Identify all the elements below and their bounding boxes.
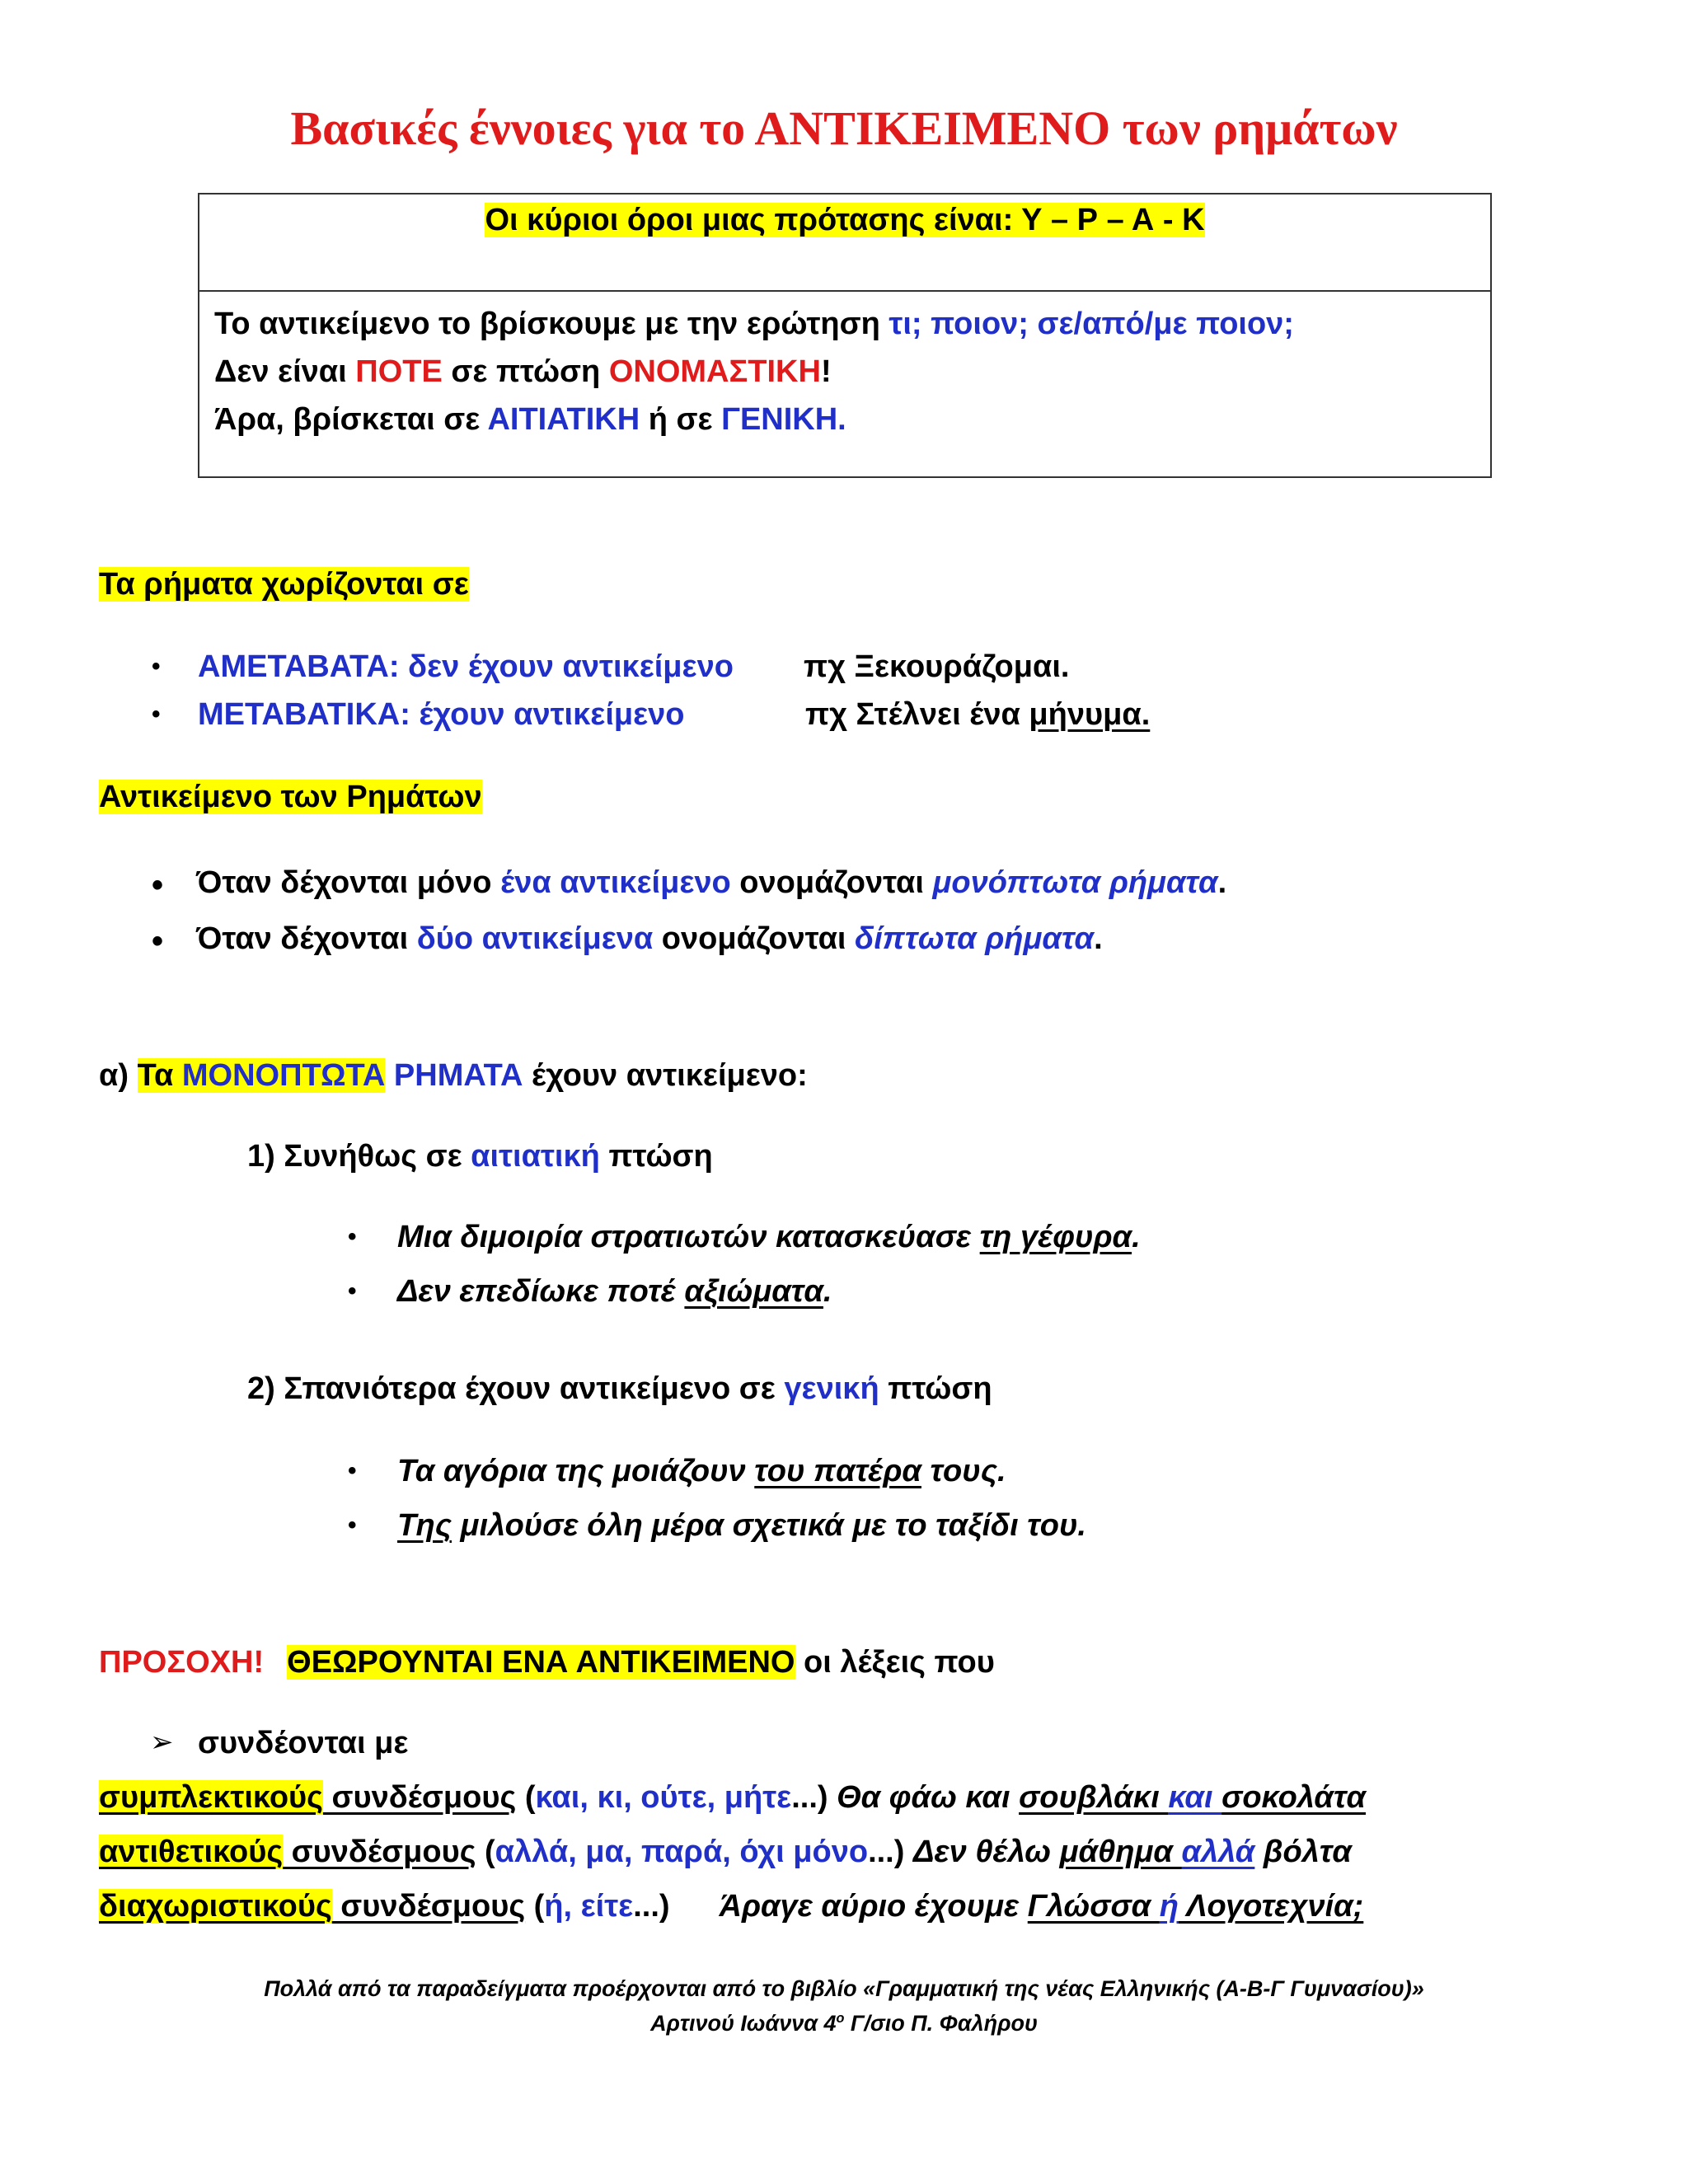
text: ...)	[868, 1835, 913, 1869]
box-questions: τι; ποιον; σε/από/με ποιον;	[889, 307, 1294, 341]
text: (	[525, 1889, 545, 1924]
bullet-icon: •	[152, 653, 161, 680]
box-line-3-mid: ή σε	[640, 402, 722, 437]
box-line-1	[214, 300, 1294, 348]
transitive-item	[198, 697, 685, 733]
footer-author	[0, 2011, 1688, 2036]
conjunctions-word: συνδέσμους	[331, 1889, 526, 1924]
box-line-3	[214, 396, 1294, 443]
text: ...)	[633, 1889, 670, 1924]
bullet-icon: •	[152, 701, 161, 728]
example-object: Λογοτεχνία;	[1179, 1889, 1364, 1924]
bullet-icon: •	[152, 923, 164, 959]
text: Τα αγόρια της μοιάζουν	[397, 1454, 755, 1488]
adversative-list: αλλά, μα, παρά, όχι μόνο	[495, 1835, 869, 1869]
example-text: Θα φάω και	[837, 1780, 1020, 1815]
highlight	[138, 1058, 386, 1093]
ordinal-suffix: ο	[836, 2011, 845, 2026]
bullet-icon: •	[348, 1511, 357, 1539]
text: πτώση	[879, 1371, 992, 1406]
example-text: Άραγε αύριο έχουμε	[719, 1889, 1028, 1924]
bullet-icon: •	[348, 1457, 357, 1484]
conjunctions-word: συνδέσμους	[283, 1835, 476, 1869]
box-genitive: ΓΕΝΙΚΗ.	[721, 402, 846, 437]
diptota-definition	[196, 921, 1103, 957]
bullet-icon: •	[348, 1223, 357, 1250]
text: έχουν αντικείμενο:	[523, 1058, 808, 1093]
text: Μια διμοιρία στρατιωτών κατασκεύασε	[397, 1220, 980, 1254]
transitive-example-object: μήνυμα.	[1029, 697, 1151, 732]
example-object: τη γέφυρα	[979, 1220, 1132, 1254]
text: Όταν δέχονται	[196, 921, 417, 956]
example-text: Δεν θέλω	[912, 1835, 1060, 1869]
monoptota-word: ΜΟΝΟΠΤΩΤΑ	[181, 1058, 386, 1093]
copulative-word: συμπλεκτικούς	[99, 1780, 323, 1815]
text: (	[516, 1780, 536, 1815]
text: 2) Σπανιότερα έχουν αντικείμενο σε	[247, 1371, 785, 1406]
summary-box-header-row	[199, 194, 1490, 292]
conjunction-row-1	[99, 1780, 1366, 1816]
text: μιλούσε όλη μέρα σχετικά με το ταξίδι του.	[451, 1508, 1086, 1543]
footer-source: Πολλά από τα παραδείγματα προέρχονται από το βιβλίο «Γραμματική της νέας Ελληνικής (Α-Β-Γ Γυμνασίου)»	[264, 1976, 1424, 2001]
attention-word: ΠΡΟΣΟΧΗ!	[99, 1645, 265, 1680]
author-text: Αρτινού Ιωάννα 4	[650, 2011, 837, 2036]
example-object: σοκολάτα	[1221, 1780, 1367, 1815]
box-line-2-end: !	[820, 354, 832, 389]
text: Δεν επεδίωκε ποτέ	[397, 1274, 685, 1309]
text: τους.	[921, 1454, 1006, 1488]
text: οι λέξεις που	[795, 1645, 995, 1680]
example-conjunction: και	[1168, 1780, 1222, 1815]
two-objects: δύο αντικείμενα	[416, 921, 654, 956]
one-object: ένα αντικείμενο	[500, 865, 731, 900]
attention-line	[99, 1645, 995, 1680]
box-line-1-text: Το αντικείμενο το βρίσκουμε με την ερώτηση	[214, 307, 889, 341]
bullet-icon: •	[152, 867, 164, 903]
example-object: σουβλάκι	[1019, 1780, 1169, 1815]
school-text: Γ/σιο Π. Φαλήρου	[844, 2011, 1038, 2036]
transitive-label: ΜΕΤΑΒΑΤΙΚΑ: έχουν αντικείμενο	[198, 697, 685, 732]
text: 1) Συνήθως σε	[247, 1139, 471, 1174]
intransitive-example: πχ Ξεκουράζομαι.	[804, 649, 1070, 684]
example-conjunction: ή	[1159, 1889, 1179, 1924]
example-object: Γλώσσα	[1027, 1889, 1160, 1924]
summary-box-body	[214, 300, 1294, 443]
box-line-3-text: Άρα, βρίσκεται σε	[214, 402, 488, 437]
example-3	[397, 1454, 1006, 1489]
transitive-example-text: πχ Στέλνει ένα	[805, 697, 1029, 732]
example-object: Της	[397, 1508, 452, 1543]
box-nominative: ΟΝΟΜΑΣΤΙΚΗ	[608, 354, 821, 389]
monoptota-sub-2	[247, 1371, 992, 1407]
text: .	[823, 1274, 832, 1309]
one-object-phrase: ΘΕΩΡΟΥΝΤΑΙ ΕΝΑ ΑΝΤΙΚΕΙΜΕΝΟ	[287, 1645, 795, 1680]
example-object: αξιώματα	[684, 1274, 823, 1309]
box-line-2	[214, 348, 1294, 396]
box-line-2-text: Δεν είναι	[214, 354, 356, 389]
object-heading	[99, 780, 482, 815]
verbs-split-heading-text: Τα ρήματα χωρίζονται σε	[99, 567, 469, 602]
main-terms-text: Οι κύριοι όροι μιας πρότασης είναι: Υ – Ρ – Α - Κ	[485, 203, 1205, 237]
conjunction-row-3	[99, 1889, 1363, 1924]
text: ονομάζονται	[730, 865, 933, 900]
genitive-word: γενική	[784, 1371, 879, 1406]
text: πτώση	[599, 1139, 713, 1174]
text: ονομάζονται	[653, 921, 856, 956]
connected-with: συνδέονται με	[198, 1726, 409, 1760]
example-1	[397, 1220, 1141, 1255]
box-never: ΠΟΤΕ	[355, 354, 443, 389]
text: (	[476, 1835, 495, 1869]
monoptota-definition	[196, 865, 1226, 901]
intransitive-item	[198, 649, 734, 685]
diptota-term: δίπτωτα ρήματα	[855, 921, 1095, 956]
page-title: Βασικές έννοιες για το ΑΝΤΙΚΕΙΜΕΝΟ των ρημάτων	[290, 101, 1398, 155]
copulative-list: και, κι, ούτε, μήτε	[535, 1780, 792, 1815]
conjunctions-word: συνδέσμους	[322, 1780, 517, 1815]
text: Όταν δέχονται μόνο	[196, 865, 501, 900]
example-object: μάθημα	[1059, 1835, 1182, 1869]
bullet-icon: •	[348, 1277, 357, 1305]
disjunctive-word: διαχωριστικούς	[99, 1889, 332, 1924]
text: .	[1217, 865, 1227, 900]
text: .	[1132, 1220, 1141, 1254]
summary-box	[198, 193, 1492, 478]
summary-box-heading	[199, 203, 1490, 238]
intransitive-label: ΑΜΕΤΑΒΑΤΑ: δεν έχουν αντικείμενο	[198, 649, 734, 684]
text: Τα	[137, 1058, 182, 1093]
arrow-bullet-icon: ➢	[150, 1727, 174, 1758]
monoptota-term: μονόπτωτα ρήματα	[932, 865, 1218, 900]
text: .	[1094, 921, 1103, 956]
text: α)	[99, 1058, 138, 1093]
example-object: του πατέρα	[754, 1454, 921, 1488]
box-accusative: ΑΙΤΙΑΤΙΚΗ	[487, 402, 640, 437]
monoptota-sub-1	[247, 1139, 713, 1174]
example-4	[397, 1508, 1086, 1544]
accusative-word: αιτιατική	[471, 1139, 600, 1174]
object-heading-text: Αντικείμενο των Ρημάτων	[99, 780, 482, 814]
verbs-split-heading	[99, 567, 469, 602]
text: ...)	[791, 1780, 837, 1815]
example-text: βόλτα	[1254, 1835, 1352, 1869]
example-2	[397, 1274, 832, 1310]
disjunctive-list: ή, είτε	[544, 1889, 634, 1924]
box-line-2-mid: σε πτώση	[442, 354, 609, 389]
conjunction-row-2	[99, 1835, 1352, 1870]
adversative-word: αντιθετικούς	[99, 1835, 284, 1869]
verbs-word: ΡΗΜΑΤΑ	[385, 1058, 523, 1093]
monoptota-heading	[99, 1058, 808, 1094]
example-conjunction: αλλά	[1181, 1835, 1255, 1869]
transitive-example	[805, 697, 1150, 733]
